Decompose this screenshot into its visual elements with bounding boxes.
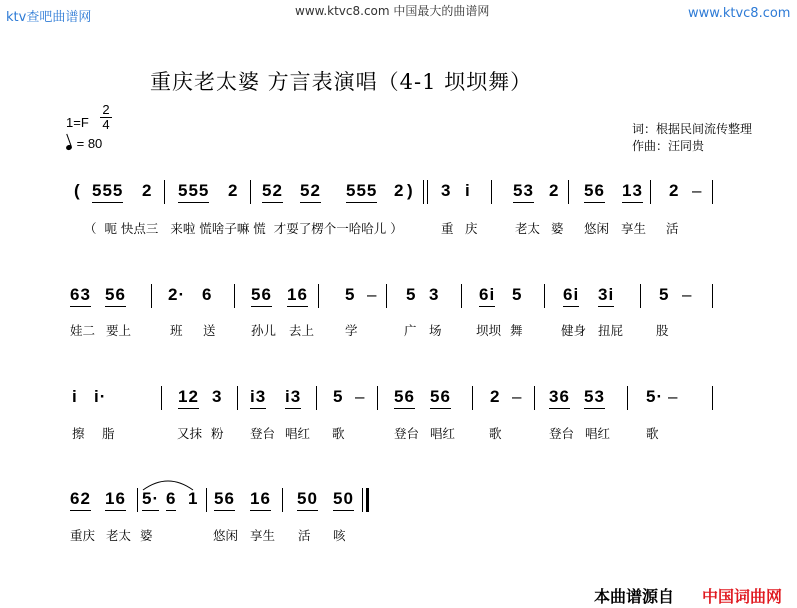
- lyric: 扭屁: [598, 323, 624, 338]
- lyric: 又抹: [177, 426, 203, 441]
- note: 56: [251, 284, 272, 307]
- note-dash: –: [692, 181, 703, 200]
- note: 56: [105, 284, 126, 307]
- lyric: 婆: [551, 221, 564, 236]
- note: 16: [105, 488, 126, 511]
- source-label: 本曲谱源自: [594, 587, 675, 606]
- time-signature-bottom: 4: [102, 117, 110, 132]
- lyric: 唱红: [430, 426, 456, 441]
- note: 62: [70, 488, 91, 511]
- lyric: 健身: [561, 323, 587, 338]
- note: 5: [406, 285, 417, 304]
- lyric: 登台: [549, 426, 575, 441]
- bar-line: [544, 284, 545, 308]
- note: 3: [429, 285, 440, 304]
- note: 2: [669, 181, 680, 200]
- bar-line: [137, 488, 138, 512]
- bar-line: [377, 386, 378, 410]
- note: i: [72, 387, 78, 406]
- note: 56: [430, 386, 451, 409]
- note: 52: [262, 180, 283, 203]
- lyric: 坝坝: [476, 323, 502, 338]
- bar-line: [461, 284, 462, 308]
- note-dash: –: [682, 285, 693, 304]
- note: 1: [188, 489, 199, 508]
- bar-line: [423, 180, 424, 204]
- note-dash: –: [512, 387, 523, 406]
- lyricist-credit: 词：根据民间流传整理: [632, 122, 753, 136]
- tempo-value: = 80: [76, 136, 103, 151]
- lyric: 庆: [465, 221, 478, 236]
- note: 6i: [479, 284, 495, 307]
- note: 2·: [168, 285, 186, 304]
- quarter-note-icon: [65, 144, 72, 151]
- bar-line: [712, 180, 713, 204]
- note: 5: [333, 387, 344, 406]
- note: (: [74, 181, 81, 200]
- lyric: 唱红: [585, 426, 611, 441]
- bar-line: [627, 386, 628, 410]
- note: i·: [94, 387, 107, 406]
- lyric: 歌: [332, 426, 345, 441]
- note: 5: [512, 285, 523, 304]
- note: 2: [394, 181, 405, 200]
- lyric: 悠闲: [584, 221, 610, 236]
- note: 3: [441, 181, 452, 200]
- lyric: 粉: [211, 426, 224, 441]
- bar-line: [386, 284, 387, 308]
- note: 6: [166, 488, 176, 511]
- lyric: 送: [203, 323, 216, 338]
- note: 3: [212, 387, 223, 406]
- bar-line: [472, 386, 473, 410]
- note: 50: [333, 488, 354, 511]
- bar-line: [491, 180, 492, 204]
- final-bar-line: [366, 488, 369, 512]
- bar-line: [712, 284, 713, 308]
- bar-line: [250, 180, 251, 204]
- note: 12: [178, 386, 199, 409]
- lyric: 享生: [250, 528, 276, 543]
- note: 36: [549, 386, 570, 409]
- note: 5·: [646, 387, 664, 406]
- lyric-line-1-intro: （ 呃 快点三 来啦 慌啥子嘛 慌 才耍了楞个一哈哈儿 ）: [84, 221, 403, 236]
- note: 56: [394, 386, 415, 409]
- bar-line: [712, 386, 713, 410]
- lyric: 老太: [106, 528, 132, 543]
- note-dash: –: [355, 387, 366, 406]
- lyric: 重庆: [70, 528, 96, 543]
- bar-line: [282, 488, 283, 512]
- time-signature: [100, 103, 112, 132]
- note: 2: [490, 387, 501, 406]
- note: i: [465, 181, 471, 200]
- note: 5: [659, 285, 670, 304]
- song-title: 重庆老太婆 方言表演唱（4-1 坝坝舞）: [150, 70, 533, 94]
- note: 555: [178, 180, 209, 203]
- lyric: 登台: [250, 426, 276, 441]
- tie-slur: [140, 476, 196, 492]
- bar-line: [151, 284, 152, 308]
- watermark-right: www.ktvc8.com: [688, 6, 791, 21]
- lyric: 活: [298, 528, 311, 543]
- note: 13: [622, 180, 643, 203]
- lyric: 要上: [106, 323, 132, 338]
- lyric: 去上: [289, 323, 315, 338]
- bar-line: [568, 180, 569, 204]
- bar-line: [161, 386, 162, 410]
- lyric: 场: [429, 323, 442, 338]
- bar-line: [237, 386, 238, 410]
- lyric: 学: [345, 323, 358, 338]
- lyric: 广: [404, 323, 417, 338]
- note: 16: [250, 488, 271, 511]
- bar-line: [164, 180, 165, 204]
- note: 555: [346, 180, 377, 203]
- bar-line: [234, 284, 235, 308]
- note: 2: [228, 181, 239, 200]
- lyric: 登台: [394, 426, 420, 441]
- bar-line: [534, 386, 535, 410]
- note: 3i: [598, 284, 614, 307]
- note: 16: [287, 284, 308, 307]
- score-line-2: [60, 284, 720, 310]
- score-line-3: [60, 386, 720, 412]
- bar-line: [206, 488, 207, 512]
- lyric: 擦: [72, 426, 85, 441]
- watermark-center: www.ktvc8.com 中国最大的曲谱网: [295, 4, 490, 18]
- note: 53: [513, 180, 534, 203]
- lyric: 重: [441, 221, 454, 236]
- lyric: 股: [656, 323, 669, 338]
- note: 53: [584, 386, 605, 409]
- composer-credit: 作曲：汪同贵: [632, 139, 705, 153]
- key-signature: 1=F: [66, 115, 89, 130]
- note-dash: –: [367, 285, 378, 304]
- note: 5·: [142, 488, 159, 511]
- watermark-left: ktv查吧曲谱网: [6, 10, 92, 25]
- bar-line: [427, 180, 428, 204]
- lyric: 脂: [102, 426, 115, 441]
- lyric: 歌: [489, 426, 502, 441]
- lyric: 班: [170, 323, 183, 338]
- bar-line: [316, 386, 317, 410]
- note: 2: [549, 181, 560, 200]
- lyric: 孙儿: [251, 323, 277, 338]
- tempo-marking: [66, 136, 102, 151]
- note: 5: [345, 285, 356, 304]
- bar-line: [650, 180, 651, 204]
- lyric: 唱红: [285, 426, 311, 441]
- bar-line: [318, 284, 319, 308]
- lyric: 舞: [510, 323, 523, 338]
- note: ): [407, 181, 414, 200]
- time-signature-top: 2: [102, 102, 110, 117]
- note-dash: –: [668, 387, 679, 406]
- site-name[interactable]: 中国词曲网: [702, 587, 783, 606]
- lyric: 婆: [140, 528, 153, 543]
- lyric: 活: [666, 221, 679, 236]
- note: 63: [70, 284, 91, 307]
- lyric: 老太: [515, 221, 541, 236]
- lyric: 悠闲: [213, 528, 239, 543]
- note: 52: [300, 180, 321, 203]
- note: 2: [142, 181, 153, 200]
- note: i3: [285, 386, 301, 409]
- note: 56: [214, 488, 235, 511]
- note: 555: [92, 180, 123, 203]
- bar-line: [640, 284, 641, 308]
- bar-line: [362, 488, 363, 512]
- note: 50: [297, 488, 318, 511]
- note: 6i: [563, 284, 579, 307]
- note: i3: [250, 386, 266, 409]
- score-line-1: [60, 180, 720, 206]
- lyric: 娃二: [70, 323, 96, 338]
- lyric: 咳: [333, 528, 346, 543]
- lyric: 歌: [646, 426, 659, 441]
- note: 56: [584, 180, 605, 203]
- note: 6: [202, 285, 213, 304]
- lyric: 享生: [621, 221, 647, 236]
